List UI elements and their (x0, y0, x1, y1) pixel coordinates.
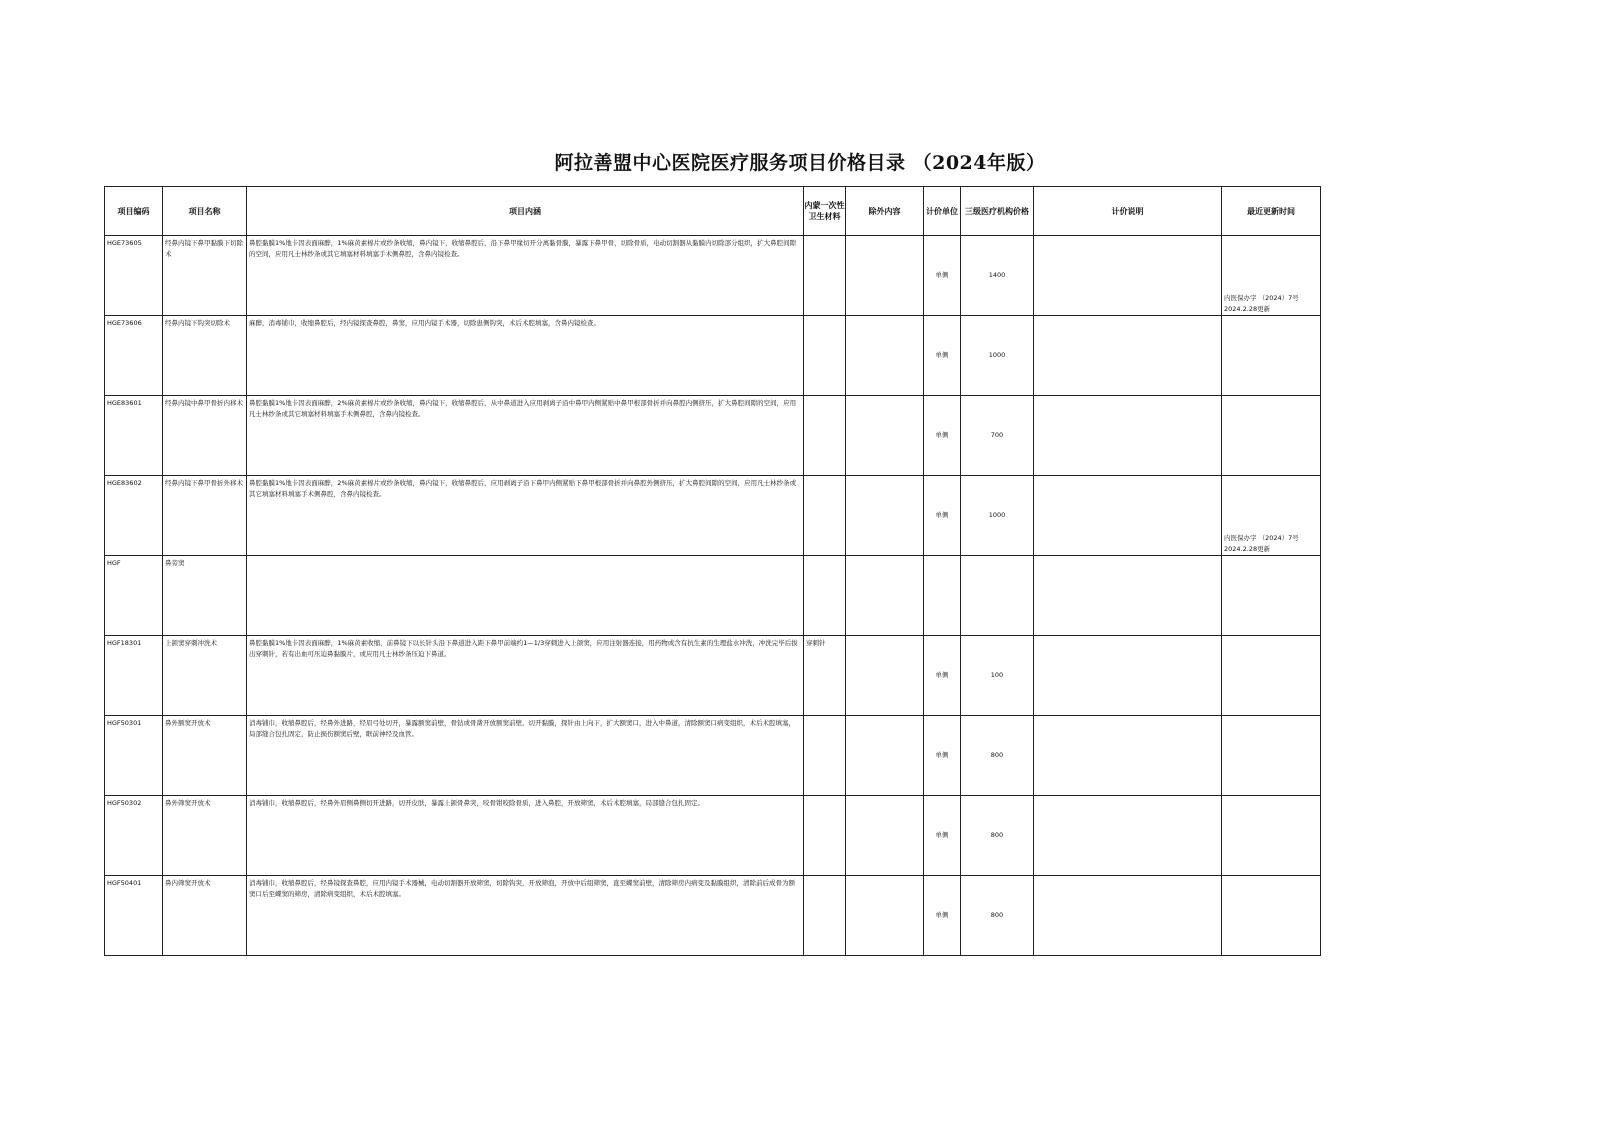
cell-unit: 单侧 (924, 796, 961, 876)
cell-updated (1222, 556, 1321, 636)
cell-price: 800 (961, 796, 1034, 876)
cell-content: 消毒铺巾，收缩鼻腔后，经鼻外眉侧鼻侧切开进路，切开皮肤，暴露上颌骨鼻突，咬骨钳咬除骨质，进入鼻腔，开放筛窦，术后术腔填塞，局部缝合包扎固定。 (247, 796, 804, 876)
cell-code: HGE73606 (105, 316, 163, 396)
cell-price: 100 (961, 636, 1034, 716)
cell-unit: 单侧 (924, 716, 961, 796)
cell-price: 1400 (961, 236, 1034, 316)
cell-name: 鼻外额窦开放术 (163, 716, 247, 796)
cell-material (804, 716, 846, 796)
cell-unit: 单侧 (924, 396, 961, 476)
header-note: 计价说明 (1034, 187, 1222, 236)
table-row (105, 716, 1321, 796)
cell-price: 800 (961, 876, 1034, 956)
cell-note (1034, 716, 1222, 796)
cell-name: 鼻旁窦 (163, 556, 247, 636)
cell-code: HGE83601 (105, 396, 163, 476)
page-title: 阿拉善盟中心医院医疗服务项目价格目录 （2024年版） (554, 152, 1046, 174)
cell-excluded (846, 556, 924, 636)
price-table (104, 186, 1321, 956)
cell-code: HGF50401 (105, 876, 163, 956)
header-price: 三级医疗机构价格 (961, 187, 1034, 236)
cell-excluded (846, 636, 924, 716)
cell-material (804, 556, 846, 636)
cell-updated: 内医保办字 （2024）7号 2024.2.28更新 (1222, 476, 1321, 556)
cell-code: HGE83602 (105, 476, 163, 556)
cell-note (1034, 636, 1222, 716)
cell-material (804, 796, 846, 876)
table-row (105, 476, 1321, 556)
cell-code: HGF (105, 556, 163, 636)
header-code: 项目编码 (105, 187, 163, 236)
header-name: 项目名称 (163, 187, 247, 236)
header-updated: 最近更新时间 (1222, 187, 1321, 236)
cell-excluded (846, 236, 924, 316)
cell-material (804, 236, 846, 316)
cell-content: 鼻腔黏膜1%地卡因表面麻醉，2%麻黄素棉片或纱条收缩，鼻内镜下，收缩鼻腔后，从中鼻道进入应用剥离子沿中鼻甲内侧紧贴中鼻甲根部骨折并向鼻腔内侧挤压，扩大鼻腔间隙的空间，应用凡士林纱条或其它填塞材料填塞手术侧鼻腔，含鼻内镜检查。 (247, 396, 804, 476)
cell-updated (1222, 636, 1321, 716)
table-row (105, 236, 1321, 316)
cell-updated (1222, 876, 1321, 956)
cell-content: 鼻腔黏膜1%地卡因表面麻醉，1%麻黄素棉片或纱条收缩，鼻内镜下，收缩鼻腔后，沿下鼻甲缘切开分离黏骨膜，暴露下鼻甲骨，切除骨质，电动切割器从黏膜内切除部分组织，扩大鼻腔间隙的空间，应用凡士林纱条或其它填塞材料填塞手术侧鼻腔，含鼻内镜检查。 (247, 236, 804, 316)
cell-note (1034, 236, 1222, 316)
table-row (105, 796, 1321, 876)
header-excluded: 除外内容 (846, 187, 924, 236)
cell-code: HGF50301 (105, 716, 163, 796)
cell-unit: 单侧 (924, 876, 961, 956)
cell-note (1034, 556, 1222, 636)
table-row (105, 556, 1321, 636)
cell-excluded (846, 396, 924, 476)
cell-note (1034, 796, 1222, 876)
cell-name: 经鼻内镜下鼻甲黏膜下切除术 (163, 236, 247, 316)
cell-material (804, 316, 846, 396)
header-content: 项目内涵 (247, 187, 804, 236)
cell-note (1034, 316, 1222, 396)
table-row (105, 636, 1321, 716)
cell-updated (1222, 716, 1321, 796)
table-row (105, 876, 1321, 956)
cell-excluded (846, 716, 924, 796)
cell-material (804, 876, 846, 956)
cell-excluded (846, 316, 924, 396)
cell-content: 消毒铺巾，收缩鼻腔后，经鼻镜探查鼻腔，应用内镜手术器械，电动切割器开放筛窦，切除钩突，开放筛泡，开放中后组筛窦，直至蝶窦前壁，清除筛房内病变及黏膜组织，清除前后成骨为额窦口后至蝶窦的筛房，清除病变组织，术后术腔填塞。 (247, 876, 804, 956)
cell-price (961, 556, 1034, 636)
cell-updated: 内医保办字 （2024）7号 2024.2.28更新 (1222, 236, 1321, 316)
cell-code: HGF50302 (105, 796, 163, 876)
cell-price: 1000 (961, 316, 1034, 396)
cell-material: 穿刺针 (804, 636, 846, 716)
cell-unit: 单侧 (924, 236, 961, 316)
cell-unit (924, 556, 961, 636)
cell-updated (1222, 316, 1321, 396)
cell-name: 经鼻内镜下鼻甲骨折外移术 (163, 476, 247, 556)
cell-code: HGF18301 (105, 636, 163, 716)
cell-price: 700 (961, 396, 1034, 476)
cell-content: 鼻腔黏膜1%地卡因表面麻醉，1%麻黄素收缩，前鼻镜下以长针头沿下鼻道进入距下鼻甲前端约1—1/3穿刺进入上颌窦，应用注射器连接，用药物或含有抗生素的生理盐水冲洗，冲洗完毕后拔出穿刺针，若有出血可压迫鼻黏膜片，或应用凡士林纱条压迫下鼻道。 (247, 636, 804, 716)
cell-excluded (846, 796, 924, 876)
cell-note (1034, 876, 1222, 956)
cell-excluded (846, 876, 924, 956)
cell-code: HGE73605 (105, 236, 163, 316)
cell-updated (1222, 796, 1321, 876)
cell-updated (1222, 396, 1321, 476)
cell-name: 上颌窦穿刺冲洗术 (163, 636, 247, 716)
cell-name: 经鼻内镜中鼻甲骨折内移术 (163, 396, 247, 476)
cell-unit: 单侧 (924, 316, 961, 396)
cell-name: 鼻外筛窦开放术 (163, 796, 247, 876)
cell-price: 800 (961, 716, 1034, 796)
cell-content: 麻醉，消毒铺巾，收缩鼻腔后，经内镜探查鼻腔，鼻窦，应用内镜手术器，切除患侧钩突，术后术腔填塞，含鼻内镜检查。 (247, 316, 804, 396)
cell-material (804, 476, 846, 556)
cell-note (1034, 396, 1222, 476)
table-row (105, 396, 1321, 476)
header-unit: 计价单位 (924, 187, 961, 236)
cell-content: 鼻腔黏膜1%地卡因表面麻醉，2%麻黄素棉片或纱条收缩，鼻内镜下，收缩鼻腔后，应用剥离子沿下鼻甲内侧紧贴下鼻甲根部骨折并向鼻腔外侧挤压，扩大鼻腔间隙的空间，应用凡士林纱条或其它填塞材料填塞手术侧鼻腔，含鼻内镜检查。 (247, 476, 804, 556)
cell-excluded (846, 476, 924, 556)
table-row (105, 316, 1321, 396)
cell-material (804, 396, 846, 476)
cell-unit: 单侧 (924, 636, 961, 716)
cell-name: 经鼻内镜下钩突切除术 (163, 316, 247, 396)
header-material: 内蒙一次性卫生材料 (804, 187, 846, 236)
cell-content: 消毒铺巾，收缩鼻腔后，经鼻外进路，经眉弓处切开，暴露额窦前壁，骨钻或骨凿开放额窦前壁，切开黏膜，探针由上向下，扩大额窦口，进入中鼻道，清除额窦口病变组织，术后术腔填塞，局部缝合包扎固定，防止损伤额窦后壁，眶前神经及血管。 (247, 716, 804, 796)
cell-price: 1000 (961, 476, 1034, 556)
cell-note (1034, 476, 1222, 556)
cell-unit: 单侧 (924, 476, 961, 556)
cell-name: 鼻内筛窦开放术 (163, 876, 247, 956)
cell-content (247, 556, 804, 636)
table-header-row (105, 187, 1321, 236)
